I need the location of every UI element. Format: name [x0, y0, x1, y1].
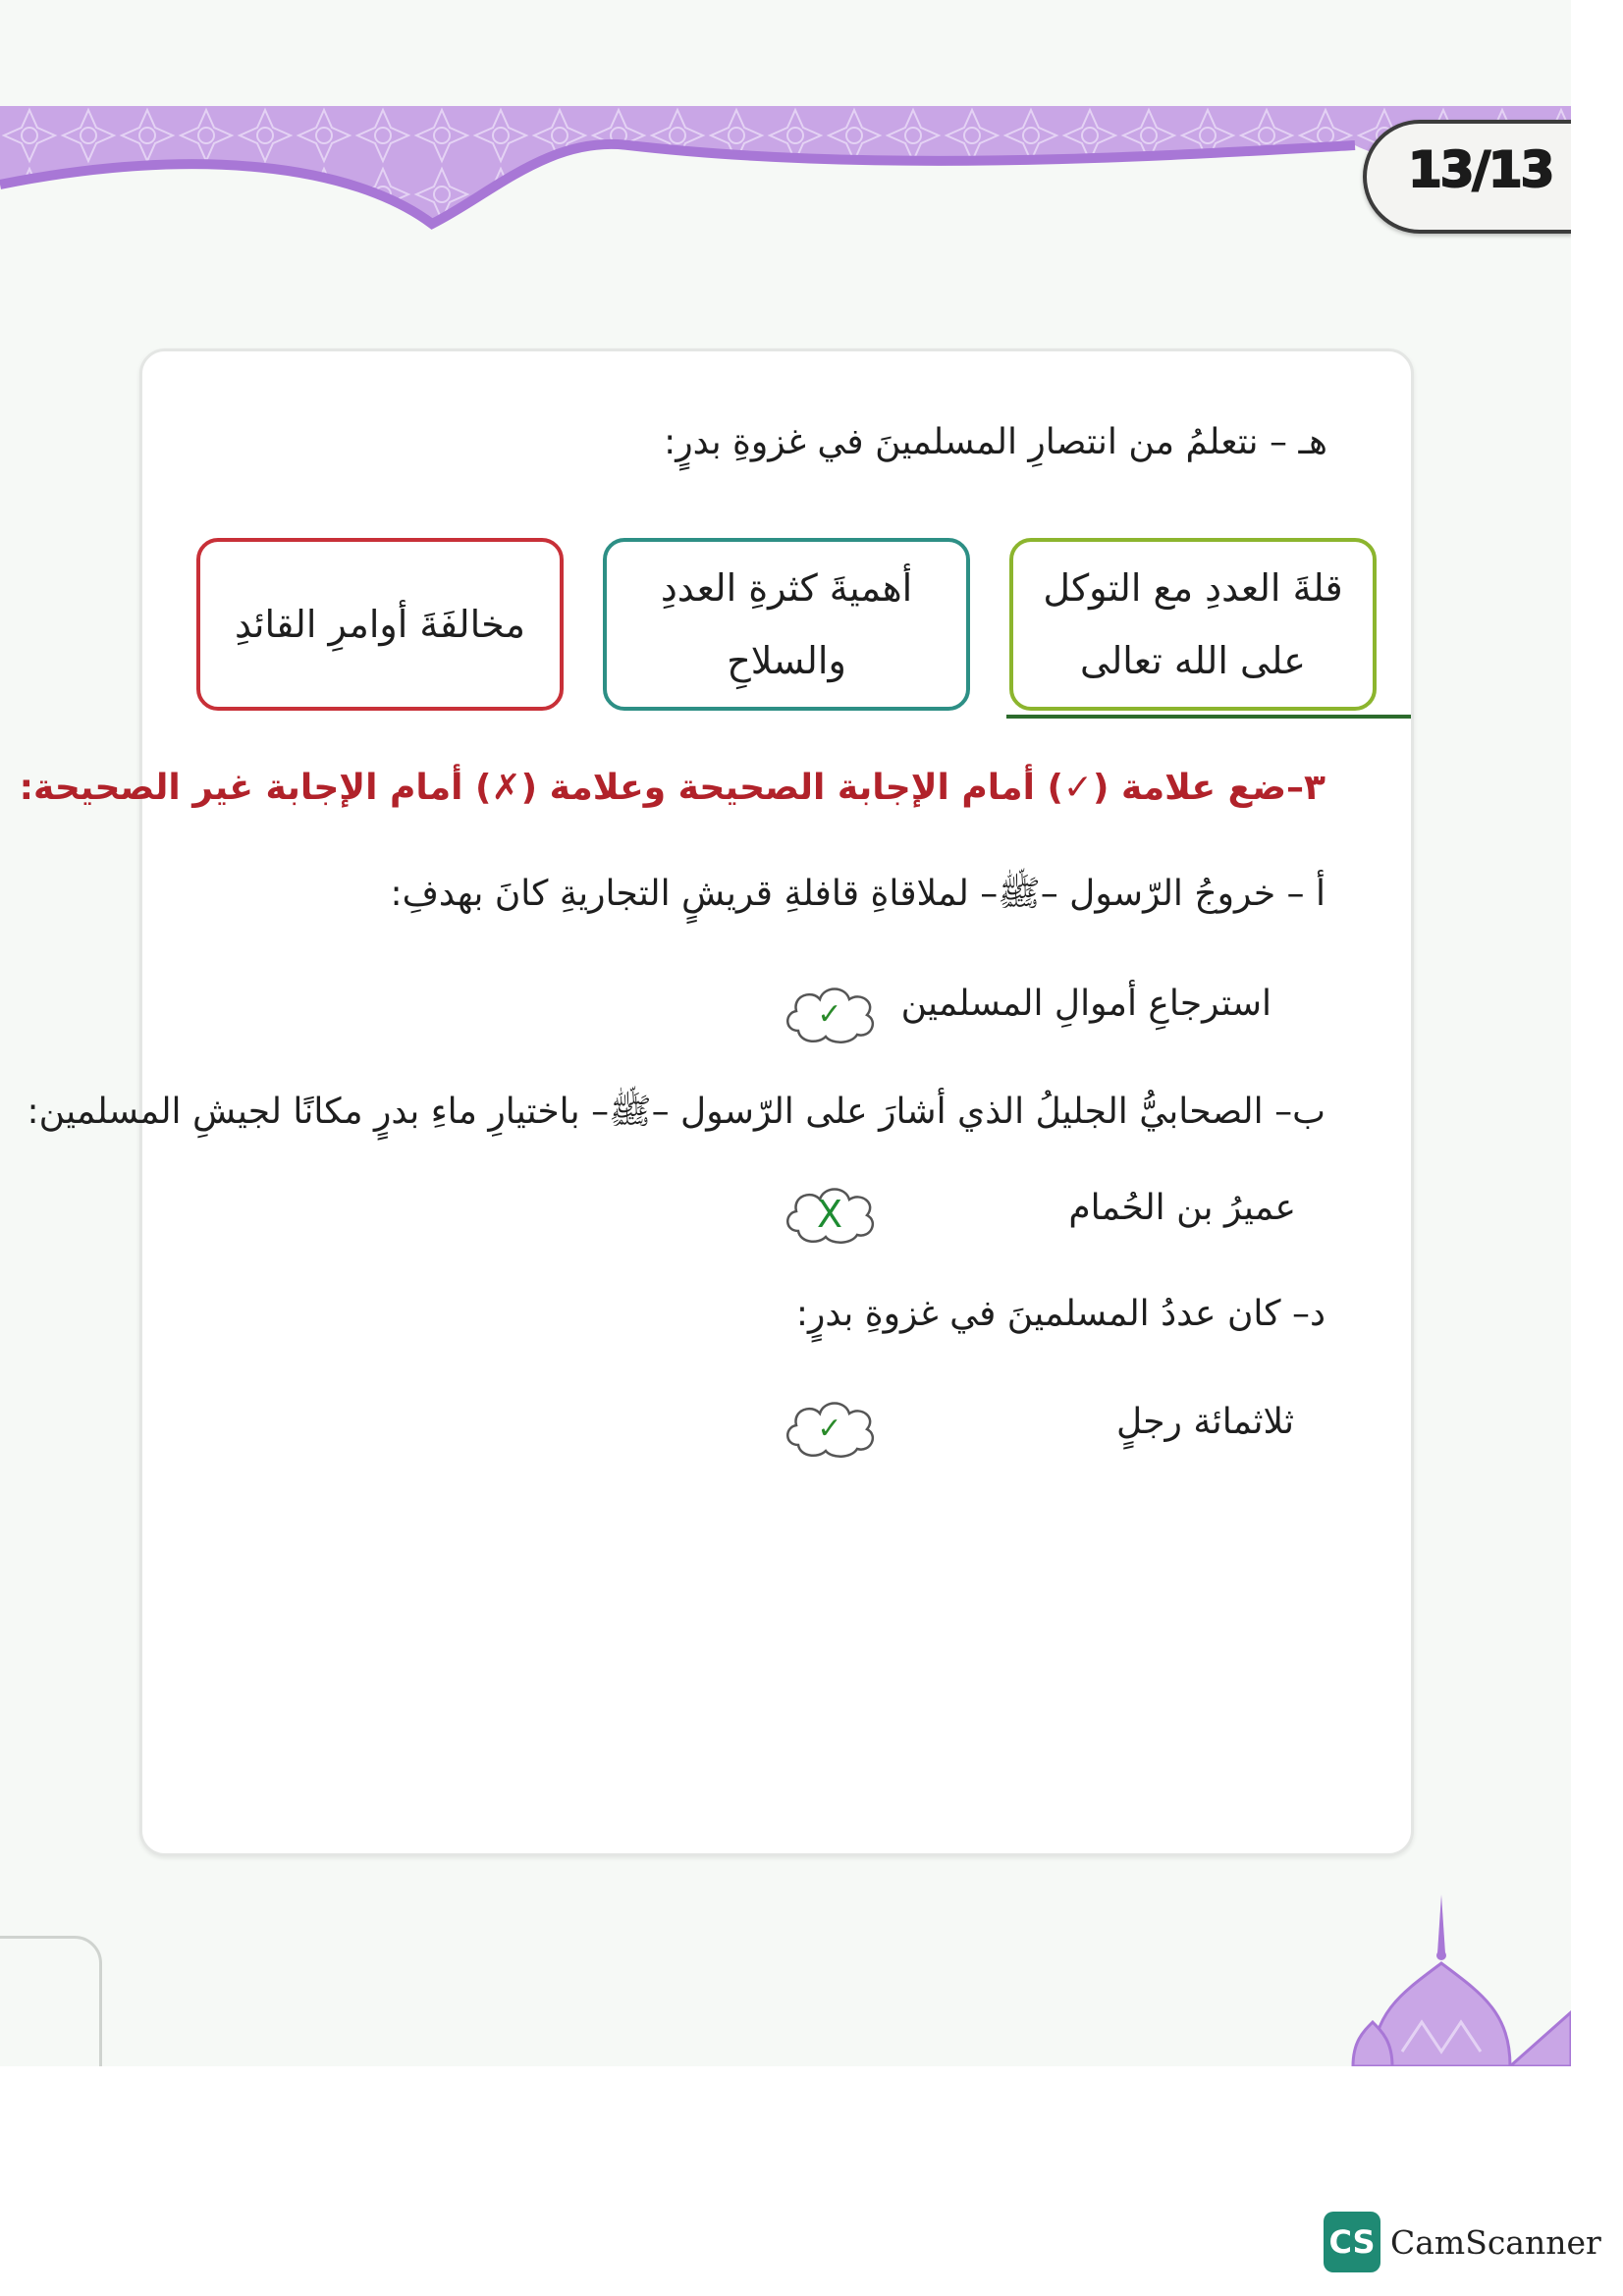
- check-icon: ✓: [817, 996, 842, 1032]
- option-box-1[interactable]: [1009, 538, 1377, 711]
- item-b-prompt: ب– الصحابيُّ الجليلُ الذي أشارَ على الرّسول –ﷺ– باختيارِ ماءِ بدرٍ مكانًا لجيشِ المسلمين:: [27, 1092, 1325, 1132]
- item-a-prompt: أ – خروجُ الرّسول –ﷺ– لملاقاةِ قافلةِ قريشٍ التجاريةِ كانَ بهدفِ:: [390, 874, 1325, 914]
- camscanner-logo: CS: [1324, 2212, 1380, 2272]
- camscanner-text: CamScanner: [1390, 2222, 1601, 2262]
- selected-option-underline: [1006, 715, 1411, 719]
- option-1-line1: قلةَ العددِ مع التوكل: [1043, 566, 1343, 610]
- question-3-title: ٣–ضع علامة (✓) أمام الإجابة الصحيحة وعلامة (✗) أمام الإجابة غير الصحيحة:: [19, 768, 1325, 808]
- item-a-mark-cloud[interactable]: [781, 980, 879, 1048]
- option-box-2[interactable]: [603, 538, 970, 711]
- option-3-line1: مخالفَةَ أوامرِ القائدِ: [234, 603, 526, 646]
- option-1-line2: على الله تعالى: [1080, 639, 1306, 682]
- option-2-line2: والسلاحِ: [727, 639, 846, 682]
- page-number-badge: [1363, 120, 1571, 234]
- item-d-prompt: د– كان عددُ المسلمينَ في غزوةِ بدرٍ:: [795, 1294, 1325, 1334]
- item-a-answer: استرجاعِ أموالِ المسلمين: [900, 984, 1271, 1024]
- item-b-mark-cloud[interactable]: [781, 1180, 879, 1249]
- decorative-banner: [0, 106, 1571, 243]
- option-box-3[interactable]: [196, 538, 564, 711]
- mosque-dome-icon: [1343, 1895, 1571, 2066]
- item-d-answer: ثلاثمائة رجلٍ: [1116, 1402, 1294, 1442]
- section-h-prompt: هـ – نتعلمُ من انتصارِ المسلمينَ في غزوةِ بدرٍ:: [664, 422, 1327, 462]
- camscanner-watermark: [1324, 2212, 1601, 2272]
- page-number: 13/13: [1408, 141, 1553, 198]
- item-d-mark-cloud[interactable]: [781, 1394, 879, 1463]
- x-mark-icon: X: [816, 1193, 843, 1236]
- check-icon: ✓: [817, 1411, 842, 1446]
- option-2-line1: أهميةَ كثرةِ العددِ: [660, 566, 913, 610]
- page-tab-decoration: [0, 1936, 102, 2066]
- item-b-answer: عميرُ بن الحُمام: [1068, 1188, 1296, 1228]
